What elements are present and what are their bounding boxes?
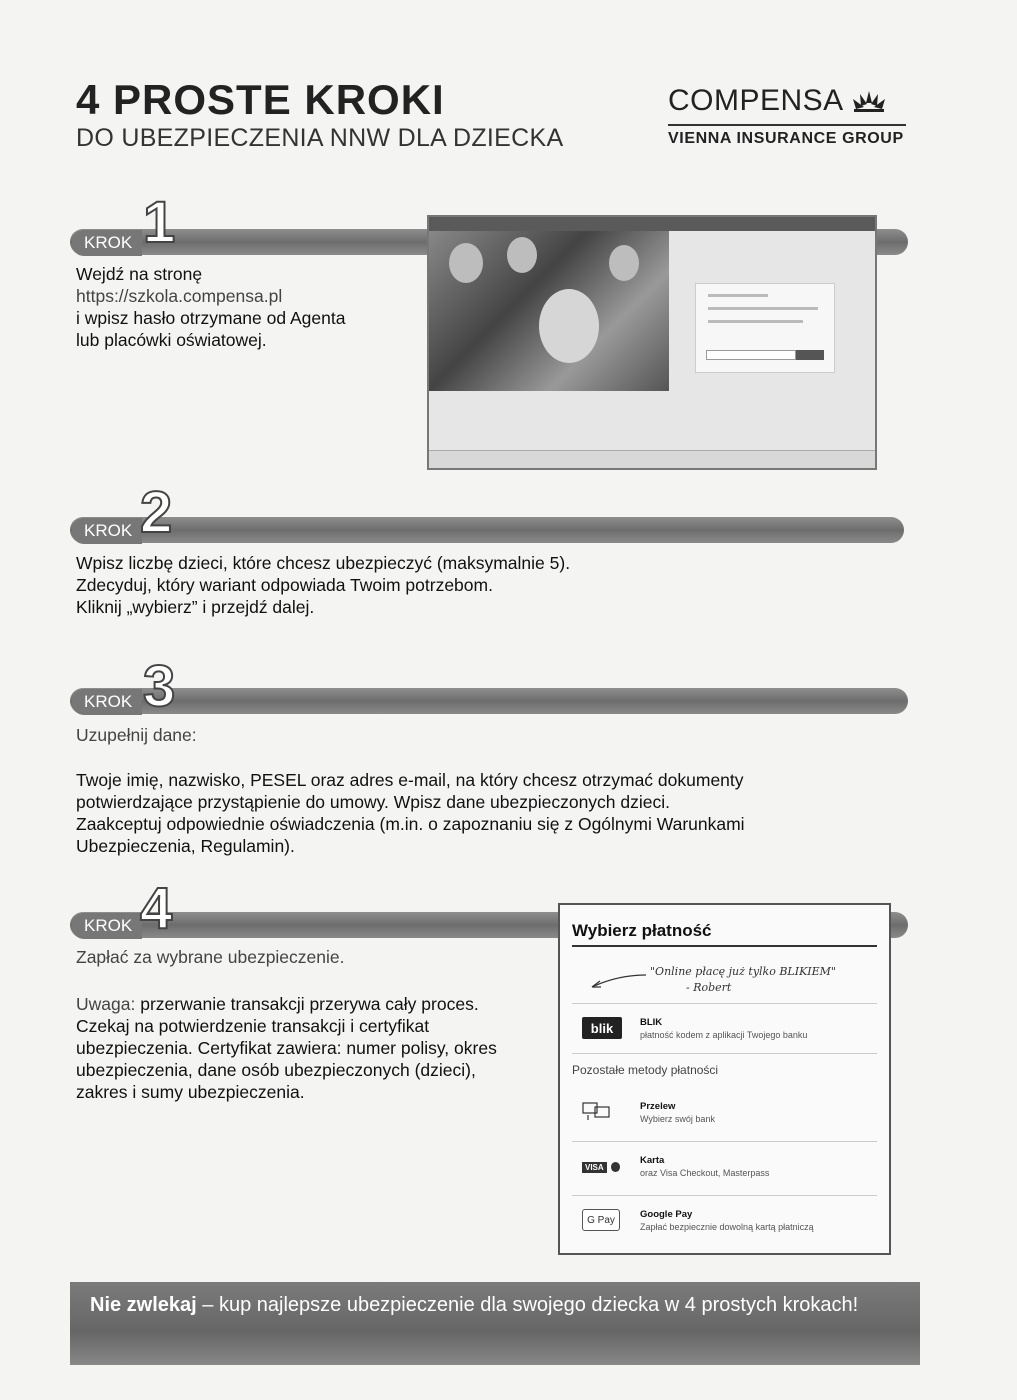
step-4-line: zakres i sumy ubezpieczenia. (76, 1082, 305, 1102)
visa-label: VISA (582, 1162, 607, 1173)
compensa-logo (668, 84, 908, 148)
payment-method-desc: oraz Visa Checkout, Masterpass (640, 1168, 770, 1178)
warning-label: Uwaga: (76, 994, 136, 1014)
payment-method-name: Karta (640, 1155, 665, 1166)
transfer-icon (582, 1101, 612, 1121)
step-4-line: przerwanie transakcji przerywa cały proces. (140, 994, 479, 1014)
screenshot-photo (429, 231, 669, 391)
page-title: 4 PROSTE KROKI (76, 76, 445, 123)
logo-divider (668, 124, 906, 126)
banner-text (90, 1294, 858, 1317)
handwritten-note: "Online płacę już tylko BLIKIEM" (650, 965, 836, 978)
step-3-line: potwierdzające przystąpienie do umowy. Wpisz dane ubezpieczonych dzieci. (76, 792, 671, 812)
step-4-line: Czekaj na potwierdzenie transakcji i certyfikat (76, 1016, 430, 1036)
payment-method-desc: Wybierz swój bank (640, 1114, 715, 1124)
step-2-line: Kliknij „wybierz” i przejdź dalej. (76, 597, 315, 617)
step-2-number: 2 (140, 480, 173, 545)
step-3-number: 3 (143, 654, 176, 719)
payment-method-name: Przelew (640, 1101, 676, 1112)
other-methods-label: Pozostałe metody płatności (572, 1063, 719, 1077)
step-3-text (76, 769, 745, 857)
step-1-line: Wejdź na stronę (76, 264, 203, 284)
step-1-krok-label: KROK (72, 230, 142, 256)
payment-panel (558, 903, 891, 1255)
step-1-number: 1 (143, 190, 176, 255)
bottom-banner (70, 1282, 920, 1365)
step-1-text (76, 263, 345, 351)
step-4-line: ubezpieczenia, dane osób ubezpieczonych (dzieci), (76, 1060, 476, 1080)
logo-name: COMPENSA (668, 84, 844, 117)
step-4-line: ubezpieczenia. Certyfikat zawiera: numer polisy, okres (76, 1038, 497, 1058)
step-1-line: i wpisz hasło otrzymane od Agenta (76, 308, 346, 328)
page-subtitle: DO UBEZPIECZENIA NNW DLA DZIECKA (76, 124, 564, 152)
step-4-intro (76, 946, 345, 968)
step-3-line: Zaakceptuj odpowiednie oświadczenia (m.in. o zapoznaniu się z Ogólnymi Warunkami (76, 814, 745, 834)
payment-divider (572, 1195, 877, 1196)
logo-mark-icon (852, 89, 886, 113)
logo-group: VIENNA INSURANCE GROUP (668, 130, 904, 147)
payment-title: Wybierz płatność (572, 921, 712, 940)
step-2-text (76, 552, 570, 618)
step-2-bar (70, 517, 904, 543)
website-screenshot (427, 215, 877, 470)
step-2-line: Wpisz liczbę dzieci, które chcesz ubezpieczyć (maksymalnie 5). (76, 553, 571, 573)
step-1-line: lub placówki oświatowej. (76, 330, 267, 350)
step-4-krok-label: KROK (72, 913, 142, 939)
step-4-intro-text: Zapłać za wybrane ubezpieczenie. (76, 947, 345, 967)
gpay-icon: G Pay (582, 1209, 620, 1231)
screenshot-top-bar (429, 217, 875, 231)
payment-method-name: BLIK (640, 1017, 663, 1028)
step-3-bar (70, 688, 908, 714)
payment-method-desc: Zapłać bezpiecznie dowolną kartą płatniczą (640, 1222, 814, 1232)
step-2-line: Zdecyduj, który wariant odpowiada Twoim potrzebom. (76, 575, 493, 595)
step-1-url: https://szkola.compensa.pl (76, 286, 283, 306)
step-2-krok-label: KROK (72, 518, 142, 544)
payment-divider (572, 1003, 877, 1004)
step-3-line: Twoje imię, nazwisko, PESEL oraz adres e-mail, na który chcesz otrzymać dokumenty (76, 770, 744, 790)
payment-divider (572, 1053, 877, 1054)
banner-rest: – kup najlepsze ubezpieczenie dla swojego dziecka w 4 prostych krokach! (196, 1294, 859, 1316)
banner-lead: Nie zwlekaj (90, 1294, 197, 1316)
handwritten-signature: - Robert (686, 981, 732, 994)
screenshot-footer (429, 450, 875, 468)
step-3-intro (76, 724, 197, 746)
step-3-line: Ubezpieczenia, Regulamin). (76, 836, 295, 856)
screenshot-login-form (695, 283, 835, 373)
step-4-text (76, 993, 497, 1103)
payment-method-name: Google Pay (640, 1209, 693, 1220)
step-3-intro-text: Uzupełnij dane: (76, 725, 197, 745)
step-4-number: 4 (140, 876, 173, 941)
payment-divider (572, 1141, 877, 1142)
handwritten-arrow-icon (588, 971, 648, 989)
payment-method-desc: płatność kodem z aplikacji Twojego banku (640, 1030, 808, 1040)
step-3-krok-label: KROK (72, 689, 142, 715)
card-icon (582, 1159, 620, 1175)
blik-icon: blik (582, 1017, 622, 1039)
payment-title-rule (572, 945, 877, 947)
